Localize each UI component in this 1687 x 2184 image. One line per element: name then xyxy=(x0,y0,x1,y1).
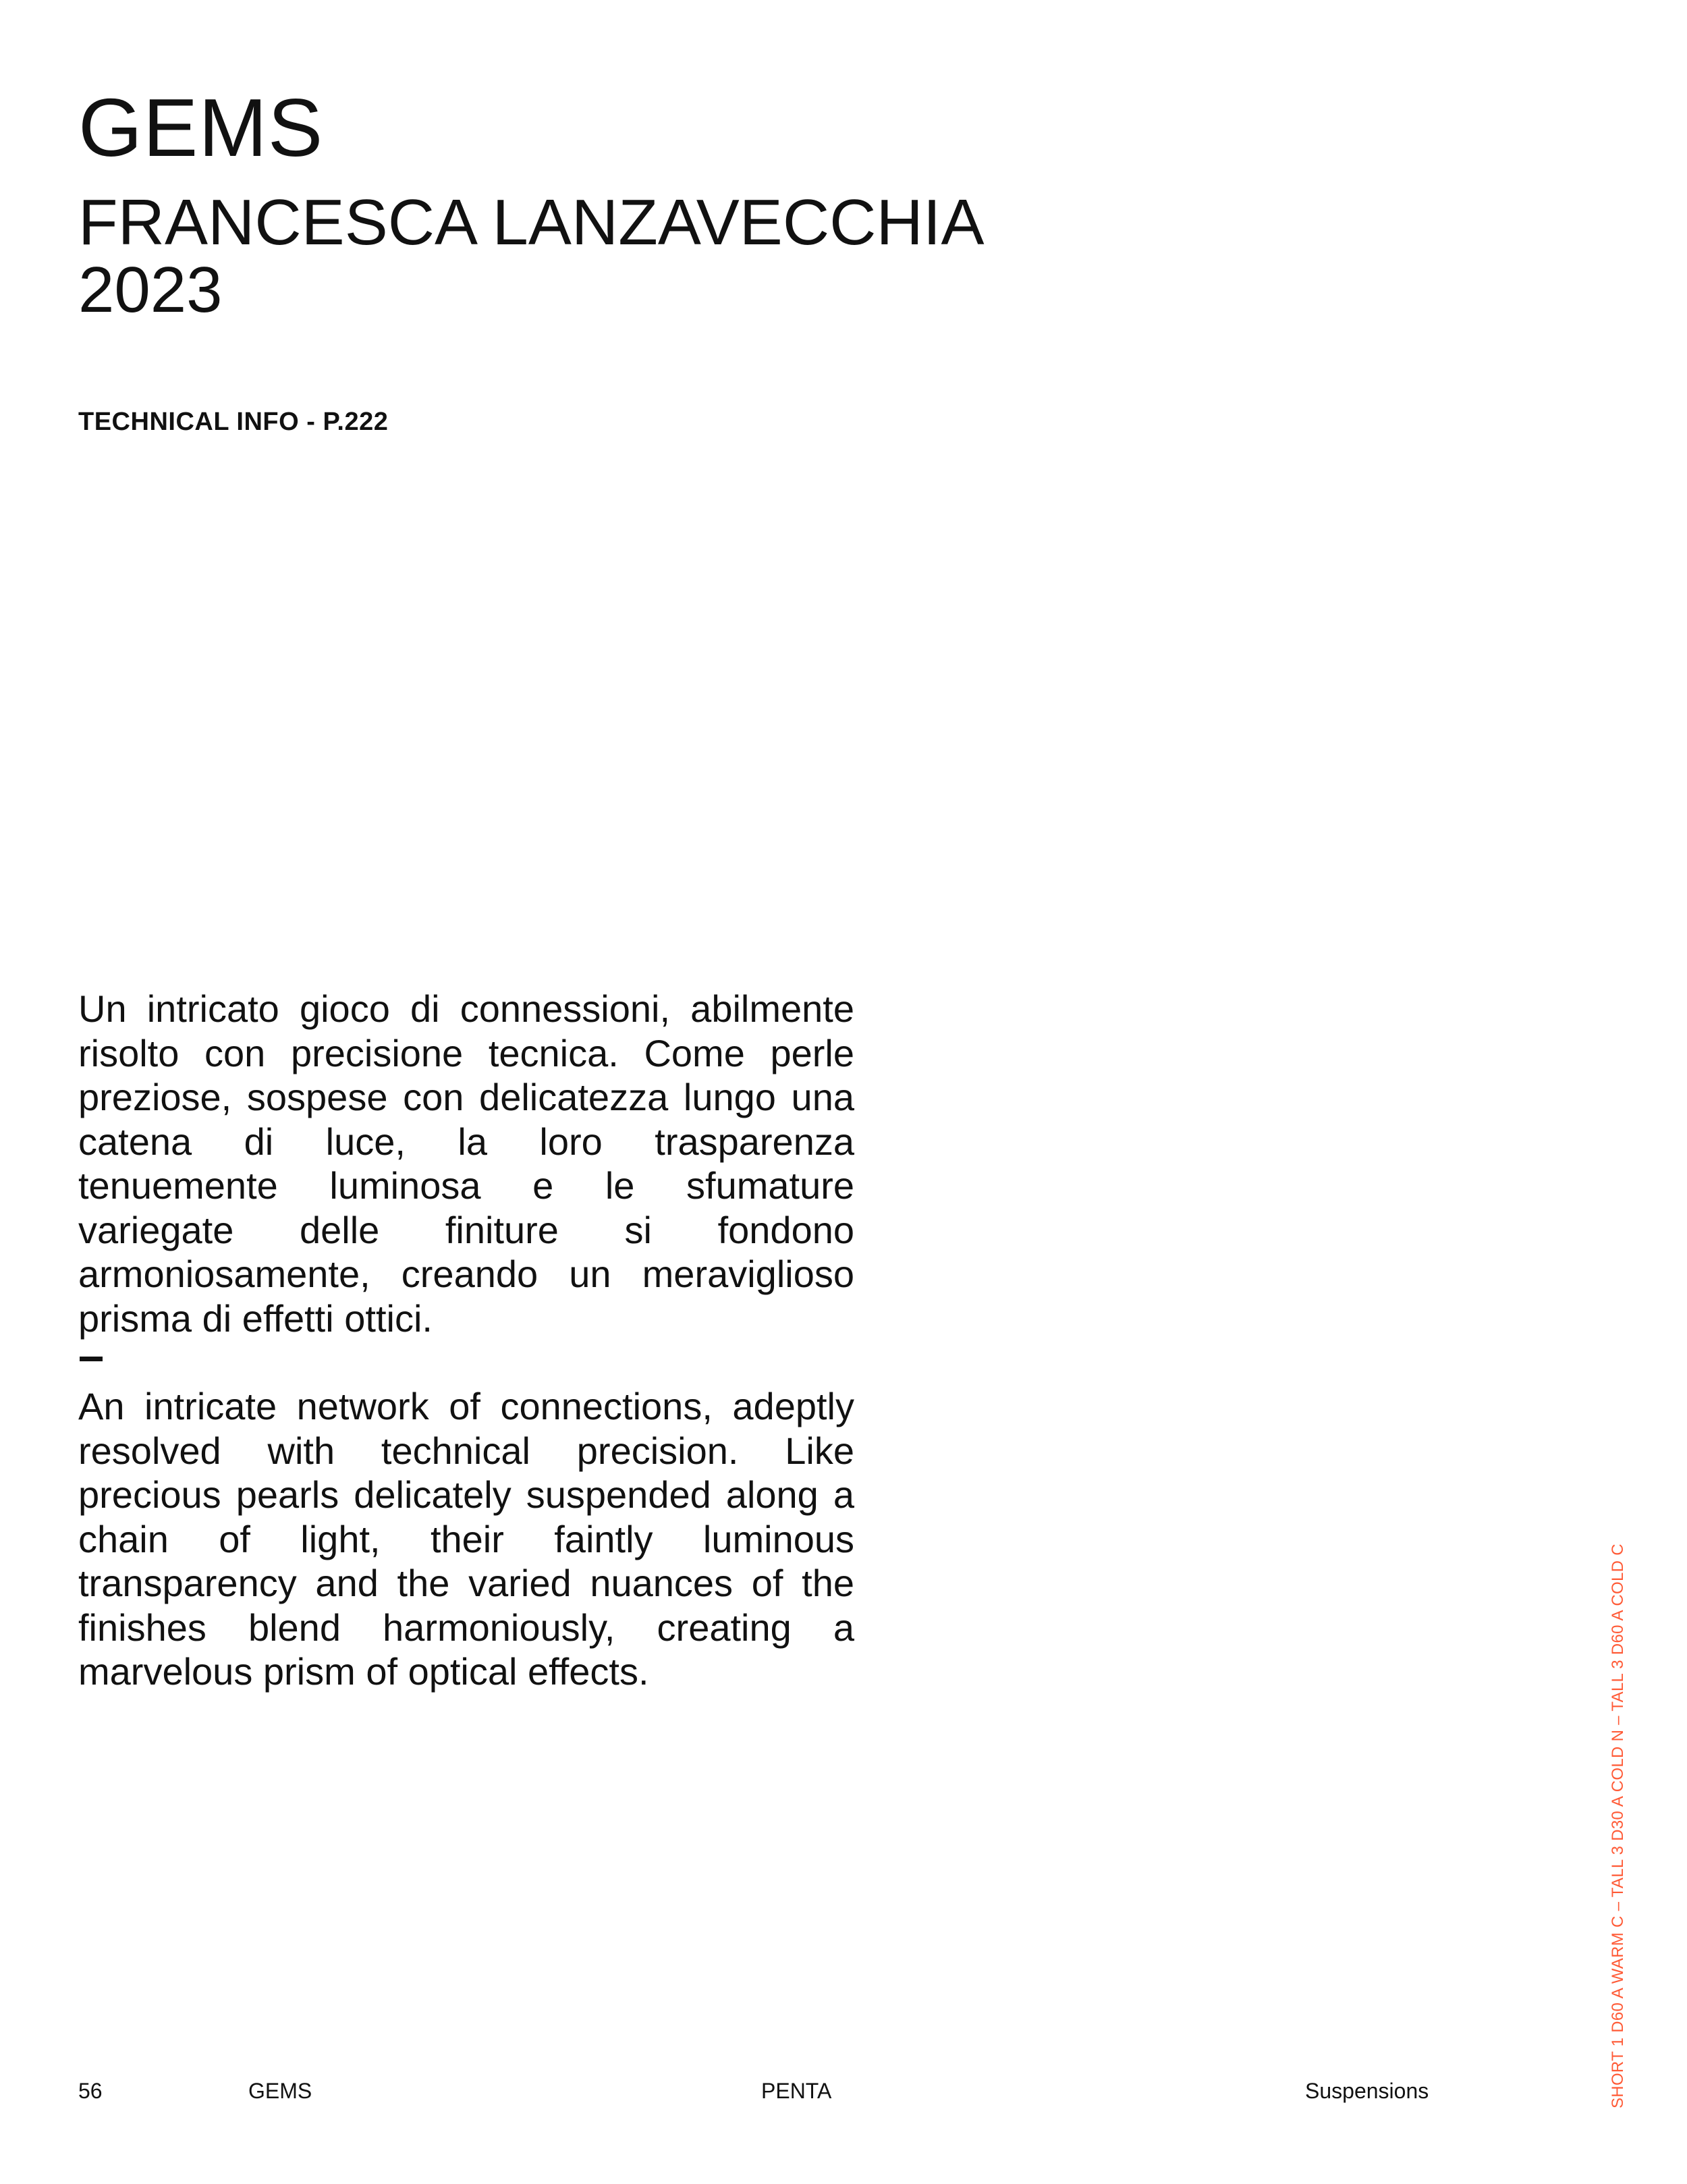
variant-code-vertical: SHORT 1 D60 A WARM C – TALL 3 D30 A COLD N – TALL 3 D60 A COLD C xyxy=(1609,1544,1627,2108)
description-english: An intricate network of connections, adeptly resolved with technical precision. Like precious pearls delicately suspended along a chain of light, their faintly luminous transparency and the varied nuances of the finishes blend harmoniously, creating a marvelous prism of optical effects. xyxy=(78,1385,854,1693)
product-title: GEMS xyxy=(78,82,324,173)
footer-brand: PENTA xyxy=(761,2079,832,2103)
footer-family: GEMS xyxy=(248,2079,312,2103)
page-number: 56 xyxy=(78,2079,103,2103)
designer-name: FRANCESCA LANZAVECCHIA xyxy=(78,186,985,258)
technical-info-link[interactable]: TECHNICAL INFO - P.222 xyxy=(78,408,389,436)
description xyxy=(78,987,854,1694)
designer-year xyxy=(78,186,985,326)
year: 2023 xyxy=(78,254,223,326)
footer-category: Suspensions xyxy=(1305,2079,1429,2103)
description-italian: Un intricato gioco di connessioni, abilmente risolto con precisione tecnica. Come perle preziose, sospese con delicatezza lungo una catena di luce, la loro trasparenza tenuemente luminosa e le sfumature variegate delle finiture si fondono armoniosamente, creando un meraviglioso prisma di effetti ottici. xyxy=(78,987,854,1340)
language-separator xyxy=(80,1357,103,1361)
